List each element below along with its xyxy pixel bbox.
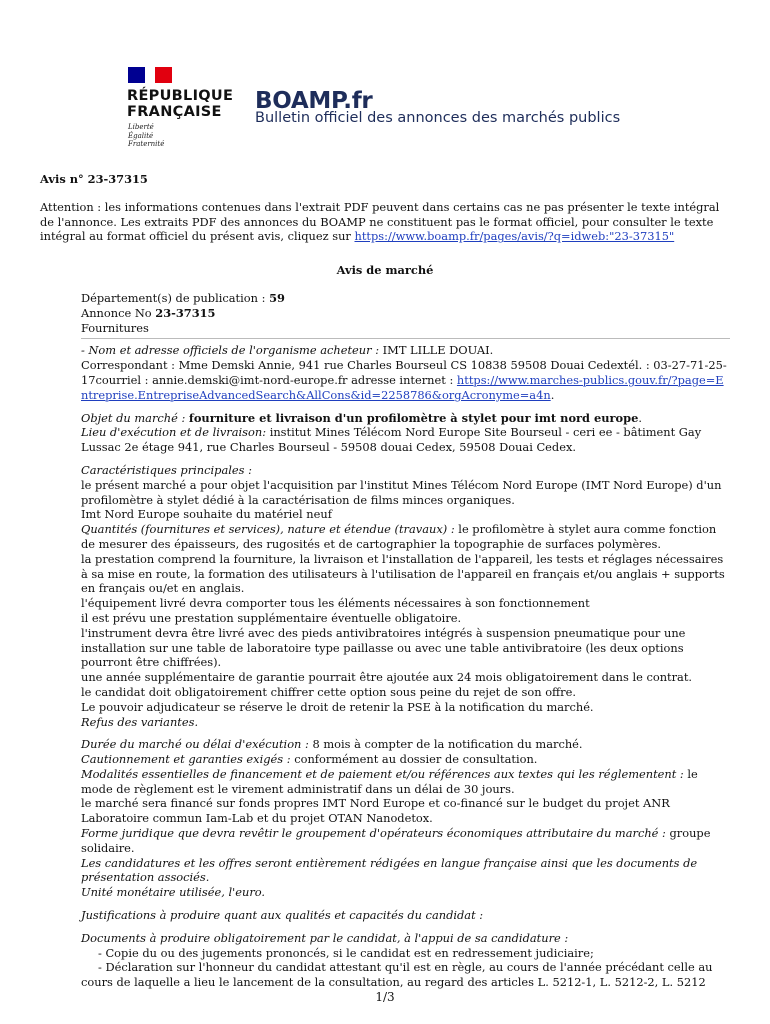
caracteristiques-p1: le présent marché a pour objet l'acquisition par l'institut Mines Télécom Nord Europe (IMT Nord Europe) d'un profilomètre à stylet dédié à la caractérisation de films minces organiques. — [81, 477, 722, 507]
caracteristiques-p3: la prestation comprend la fourniture, la livraison et l'installation de l'appareil, les tests et réglages nécessaires à sa mise en route, la formation des utilisateurs à l'utilisation de l'appareil en français et/ou anglais + supports en français ou/et en anglais. — [81, 551, 725, 596]
official-notice-link[interactable]: https://www.boamp.fr/pages/avis/?q=idweb:"23-37315" — [354, 229, 675, 244]
market-type: Fournitures — [81, 320, 149, 335]
annonce-number: Annonce No 23-37315 — [81, 305, 216, 320]
boamp-subtitle: Bulletin officiel des annonces des marchés publics — [255, 110, 621, 126]
boamp-logo: BOAMP.fr — [255, 88, 373, 114]
caracteristiques-p9: Le pouvoir adjudicateur se réserve le droit de retenir la PSE à la notification du marché. — [81, 699, 594, 714]
cautionnement: Cautionnement et garanties exigés : conformément au dossier de consultation. — [81, 752, 538, 767]
quantites: Quantités (fournitures et services), nature et étendue (travaux) : le profilomètre à stylet aura comme fonction de mesurer des épaisseurs, des rugosités et de cartographier la topographie de surfaces polymères. — [81, 522, 717, 551]
page-number: 1/3 — [375, 990, 395, 1004]
documents-label: Documents à produire obligatoirement par le candidat, à l'appui de sa candidature : — [81, 930, 569, 945]
page-header — [0, 0, 770, 165]
duree-marche: Durée du marché ou délai d'exécution : 8 mois à compter de la notification du marché. — [81, 737, 583, 752]
republique-francaise-logo: RÉPUBLIQUE FRANÇAISE — [127, 88, 234, 120]
justifications-label: Justifications à produire quant aux qualités et capacités du candidat : — [81, 908, 484, 923]
caracteristiques-p8: le candidat doit obligatoirement chiffrer cette option sous peine du rejet de son offre. — [81, 684, 576, 699]
documents-item-2: - Déclaration sur l'honneur du candidat attestant qu'il est en règle, au cours de l'année précédant celle au cours de laquelle a lieu le lancement de la consultation, au regard des articles L. 5212-1, L. 5212-2, L. 5212 — [81, 960, 713, 990]
objet-marche: Objet du marché : fourniture et livraison d'un profilomètre à stylet pour imt nord europe. — [81, 410, 642, 425]
pdf-warning: Attention : les informations contenues dans l'extrait PDF peuvent dans certains cas ne pas présenter le texte intégral de l'annonce. Les extraits PDF des annonces du BOAMP ne constituent pas le format officiel, pour consulter le texte intégral au format officiel du présent avis, cliquez sur https://www.boamp.fr/pages/avis/?q=idweb:"23-37315" — [40, 199, 720, 244]
caracteristiques-p2: Imt Nord Europe souhaite du matériel neuf — [81, 507, 332, 522]
publication-department: Département(s) de publication : 59 — [81, 290, 285, 305]
financement: le marché sera financé sur fonds propres IMT Nord Europe et co-financé sur le budget du projet ANR Laboratoire commun Iam-Lab et du projet OTAN Nanodetox. — [81, 796, 670, 826]
republic-motto: Liberté Égalité Fraternité — [128, 123, 165, 148]
caracteristiques-p5: il est prévu une prestation supplémentaire éventuelle obligatoire. — [81, 610, 462, 625]
caracteristiques-p6: l'instrument devra être livré avec des pieds antivibratoires intégrés à suspension pneumatique pour une installation sur une table de laboratoire type paillasse ou avec une table antivibratoire (les deux options pourront être chiffrées). — [81, 625, 686, 670]
refus-variantes: Refus des variantes. — [81, 714, 199, 729]
organisme-name: - Nom et adresse officiels de l'organisme acheteur : IMT LILLE DOUAI. — [81, 343, 494, 358]
documents-item-1: - Copie du ou des jugements prononcés, si le candidat est en redressement judiciaire; — [98, 945, 594, 960]
caracteristiques-label: Caractéristiques principales : — [81, 462, 252, 477]
modalites-financement: Modalités essentielles de financement et de paiement et/ou références aux textes qui les réglementent : le mode de règlement est le virement administratif dans un délai de 30 jours. — [81, 766, 698, 796]
notice-content — [81, 291, 730, 990]
french-flag-icon — [128, 67, 172, 83]
avis-number: Avis n° 23-37315 — [40, 172, 148, 186]
section-title: Avis de marché — [336, 263, 434, 278]
organisme-contact: Correspondant : Mme Demski Annie, 941 rue Charles Bourseul CS 10838 59508 Douai Cedextél. : 03-27-71-25-17courriel : annie.demski@imt-nord-europe.fr adresse internet : https://www.marches-publics.gouv.fr/?page=Entreprise.EntrepriseAdvancedSearch&AllCons&id=2258786&orgAcronyme=a4n. — [81, 358, 727, 402]
forme-juridique: Forme juridique que devra revêtir le groupement d'opérateurs économiques attributaire du marché : groupe solidaire. — [81, 826, 711, 855]
unite-monetaire: Unité monétaire utilisée, l'euro. — [81, 885, 266, 900]
lieu-execution: Lieu d'exécution et de livraison: institut Mines Télécom Nord Europe Site Bourseul - ceri ee - bâtiment Gay Lussac 2e étage 941, rue Charles Bourseul - 59508 douai Cedex, 59508 Douai Cedex. — [81, 425, 702, 455]
langue: Les candidatures et les offres seront entièrement rédigées en langue française ainsi que les documents de présentation associés. — [81, 855, 698, 885]
document-body — [40, 172, 730, 990]
caracteristiques-p4: l'équipement livré devra comporter tous les éléments nécessaires à son fonctionnement — [81, 596, 590, 611]
marches-publics-link[interactable]: https://www.marches-publics.gouv.fr/?page=Entreprise.EntrepriseAdvancedSearch&AllCons&id=2258786&orgAcronyme=a4n — [81, 372, 724, 402]
divider — [81, 338, 730, 339]
caracteristiques-p7: une année supplémentaire de garantie pourrait être ajoutée aux 24 mois obligatoirement dans le contrat. — [81, 670, 693, 685]
